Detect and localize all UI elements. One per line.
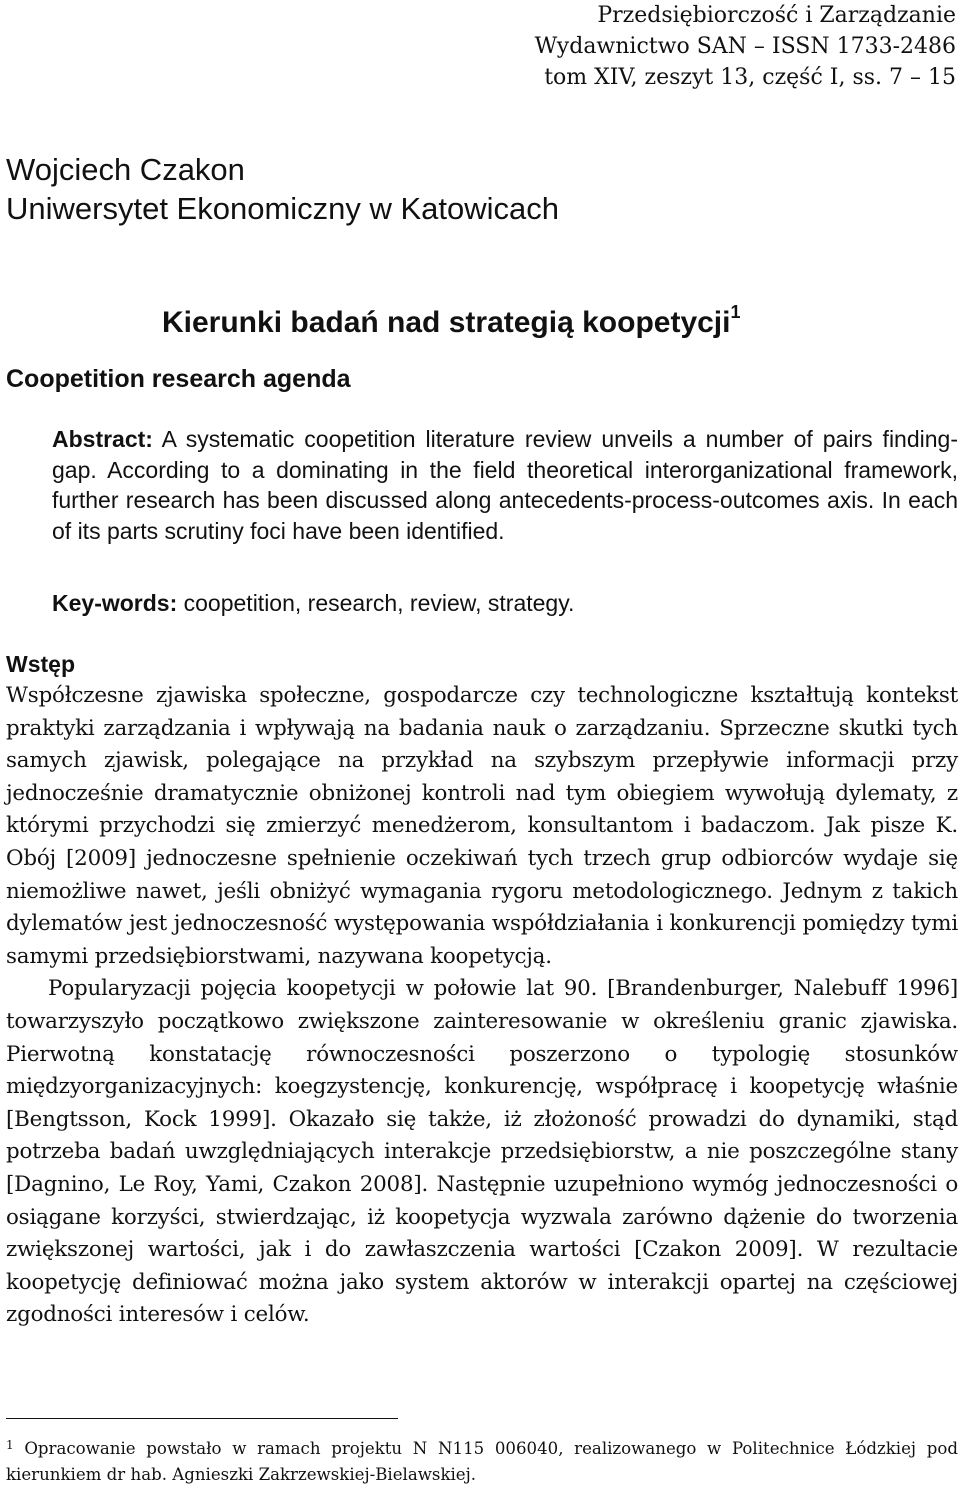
abstract [52, 424, 958, 547]
journal-title: Przedsiębiorczość i Zarządzanie [597, 3, 956, 28]
journal-volume: tom XIV, zeszyt 13, część I, ss. 7 – 15 [544, 65, 956, 90]
journal-publisher: Wydawnictwo SAN – ISSN 1733-2486 [534, 34, 956, 59]
section-heading: Wstęp [6, 651, 75, 677]
journal-header [535, 0, 956, 93]
paper-title [162, 292, 741, 343]
title-footnote-marker: 1 [730, 302, 741, 322]
paper-title-text: Kierunki badań nad strategią koopetycji [162, 306, 731, 339]
keywords-text: coopetition, research, review, strategy. [177, 590, 575, 616]
paragraph: Współczesne zjawiska społeczne, gospodarcze czy technologiczne kształtują kontekst praktyki zarządzania i wpływają na badania nauk o zarządzaniu. Sprzeczne skutki tych samych zjawisk, polegające na przykład na szybszym przepływie informacji przy jednocześnie dramatycznie obniżonej kontroli nad tym obiegiem wywołują dylematy, z którymi przychodzi się zmierzyć menedżerom, konsultantom i badaczom. Jak pisze K. Obój [2009] jednoczesne spełnienie oczekiwań tych trzech grup odbiorców wydaje się niemożliwe nawet, jeśli obniżyć wymagania rygoru metodologicznego. Jednym z takich dylematów jest jednoczesność występowania współdziałania i konkurencji pomiędzy tymi samymi przedsiębiorstwami, nazywana koopetycją. [6, 683, 958, 969]
footnote-divider [6, 1418, 398, 1419]
abstract-label: Abstract: [52, 426, 153, 452]
footnote [6, 1432, 958, 1488]
abstract-text: A systematic coopetition literature review unveils a number of pairs finding-gap. According to a dominating in the field theoretical interorganizational framework, further research has been discussed along antecedents-process-outcomes axis. In each of its parts scrutiny foci have been identified. [52, 426, 958, 545]
author-name: Wojciech Czakon [6, 152, 245, 187]
footnote-text: Opracowanie powstało w ramach projektu N N115 006040, realizowanego w Politechnice Łódzkiej pod kierunkiem dr hab. Agnieszki Zakrzewskiej-Bielawskiej. [6, 1439, 958, 1484]
author-affiliation: Uniwersytet Ekonomiczny w Katowicach [6, 191, 560, 226]
paper-title-english: Coopetition research agenda [6, 365, 351, 393]
keywords-label: Key-words: [52, 590, 178, 616]
footnote-marker: 1 [6, 1438, 14, 1452]
body-text [6, 680, 958, 1332]
keywords [52, 588, 574, 618]
author-block [6, 150, 559, 228]
paragraph: Popularyzacji pojęcia koopetycji w połowie lat 90. [Brandenburger, Nalebuff 1996] towarzyszyło początkowo zwiększone zainteresowanie w określeniu granic zjawiska. Pierwotną konstatację równoczesności poszerzono o typologię stosunków międzyorganizacyjnych: koegzystencję, konkurencję, współpracę i koopetycję właśnie [Bengtsson, Kock 1999]. Okazało się także, iż złożoność prowadzi do dynamiki, stąd potrzeba badań uwzględniających interakcje przedsiębiorstw, a nie poszczególne stany [Dagnino, Le Roy, Yami, Czakon 2008]. Następnie uzupełniono wymóg jednoczesności o osiągane korzyści, stwierdzając, iż koopetycja wyzwala zarówno dążenie do tworzenia zwiększonej wartości, jak i do zawłaszczenia wartości [Czakon 2009]. W rezultacie koopetycję definiować można jako system aktorów w interakcji opartej na częściowej zgodności interesów i celów. [6, 976, 958, 1328]
